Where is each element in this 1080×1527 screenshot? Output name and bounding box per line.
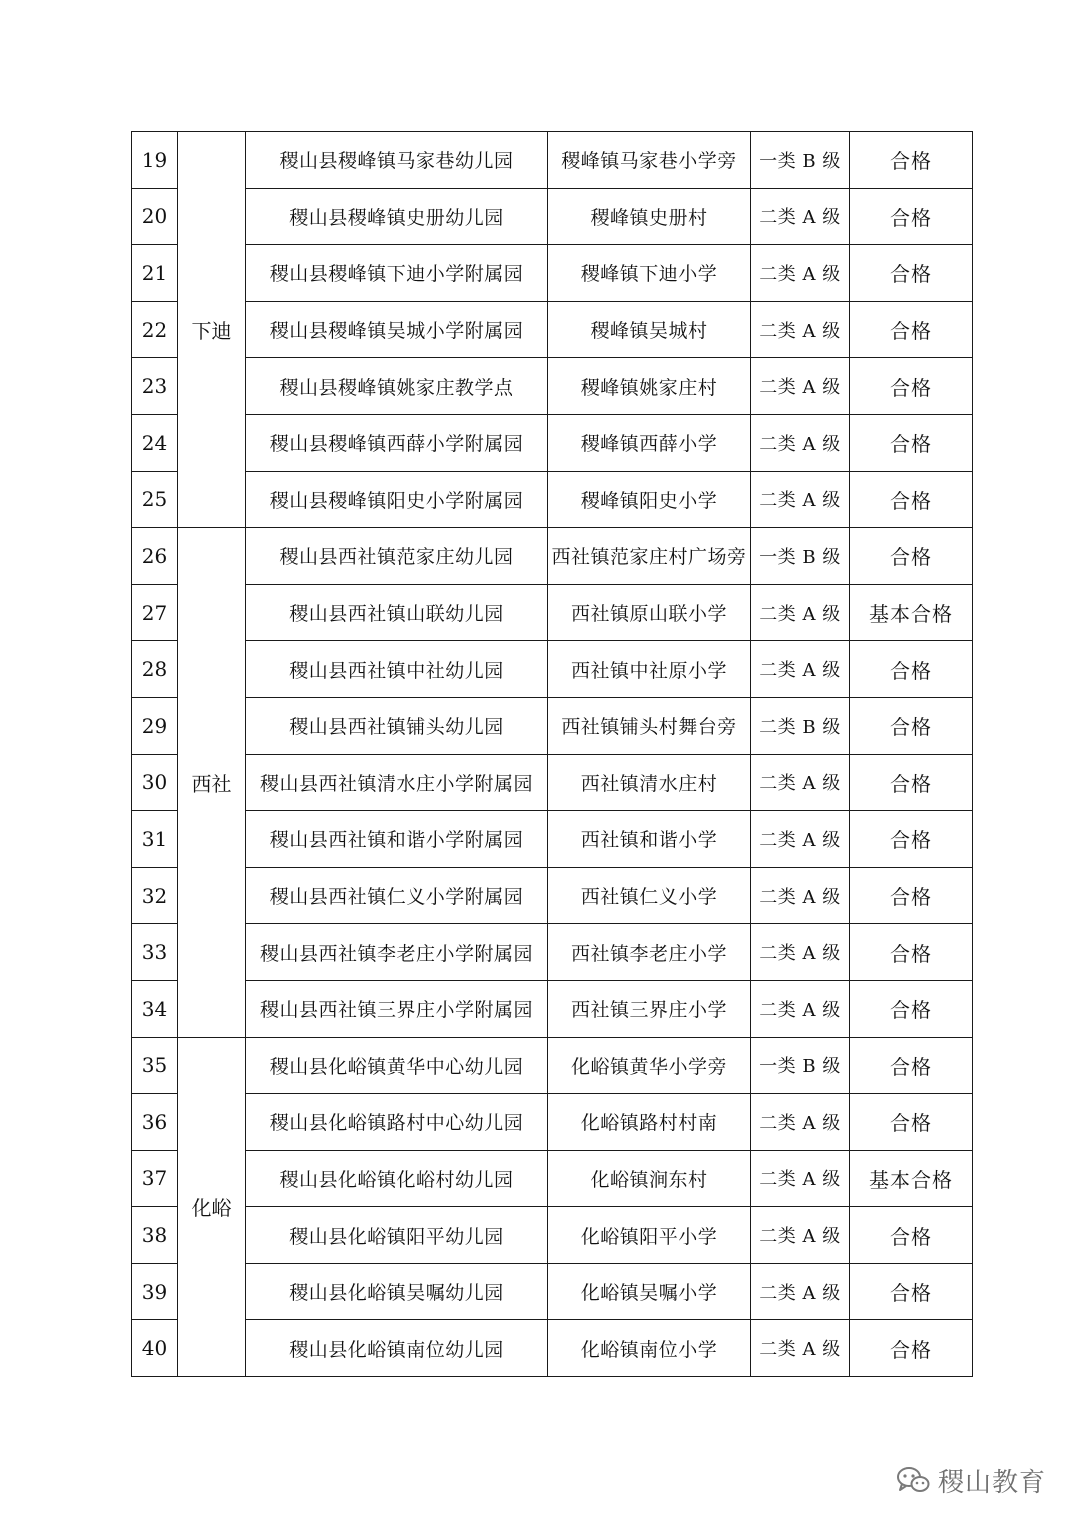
result-cell: 合格 bbox=[850, 301, 973, 358]
row-number-cell: 40 bbox=[132, 1320, 178, 1377]
result-cell: 合格 bbox=[850, 528, 973, 585]
result-cell: 合格 bbox=[850, 1207, 973, 1264]
address-cell: 西社镇原山联小学 bbox=[548, 584, 751, 641]
row-number-cell: 31 bbox=[132, 811, 178, 868]
level-cell: 二类 A 级 bbox=[751, 924, 850, 981]
address-cell: 稷峰镇吴城村 bbox=[548, 301, 751, 358]
table-row bbox=[132, 867, 973, 924]
table-row bbox=[132, 358, 973, 415]
result-cell: 合格 bbox=[850, 1263, 973, 1320]
row-number-cell: 35 bbox=[132, 1037, 178, 1094]
table-row bbox=[132, 471, 973, 528]
address-cell: 西社镇仁义小学 bbox=[548, 867, 751, 924]
level-cell: 二类 A 级 bbox=[751, 811, 850, 868]
result-cell: 合格 bbox=[850, 1320, 973, 1377]
account-watermark bbox=[896, 1460, 1046, 1500]
address-cell: 西社镇铺头村舞台旁 bbox=[548, 697, 751, 754]
table-row bbox=[132, 1150, 973, 1207]
level-cell: 二类 A 级 bbox=[751, 1320, 850, 1377]
level-cell: 二类 A 级 bbox=[751, 1150, 850, 1207]
address-cell: 化峪镇路村村南 bbox=[548, 1094, 751, 1151]
kindergarten-name-cell: 稷山县稷峰镇姚家庄教学点 bbox=[246, 358, 548, 415]
row-number-cell: 36 bbox=[132, 1094, 178, 1151]
kindergarten-name-cell: 稷山县化峪镇路村中心幼儿园 bbox=[246, 1094, 548, 1151]
table-row bbox=[132, 1094, 973, 1151]
result-cell: 合格 bbox=[850, 132, 973, 189]
row-number-cell: 33 bbox=[132, 924, 178, 981]
kindergarten-name-cell: 稷山县稷峰镇阳史小学附属园 bbox=[246, 471, 548, 528]
level-cell: 二类 A 级 bbox=[751, 1207, 850, 1264]
address-cell: 稷峰镇下迪小学 bbox=[548, 245, 751, 302]
kindergarten-name-cell: 稷山县西社镇仁义小学附属园 bbox=[246, 867, 548, 924]
level-cell: 二类 A 级 bbox=[751, 754, 850, 811]
kindergarten-name-cell: 稷山县稷峰镇马家巷幼儿园 bbox=[246, 132, 548, 189]
address-cell: 稷峰镇阳史小学 bbox=[548, 471, 751, 528]
kindergarten-name-cell: 稷山县稷峰镇下迪小学附属园 bbox=[246, 245, 548, 302]
result-cell: 合格 bbox=[850, 414, 973, 471]
table-row bbox=[132, 811, 973, 868]
result-cell: 合格 bbox=[850, 1037, 973, 1094]
level-cell: 二类 A 级 bbox=[751, 1094, 850, 1151]
row-number-cell: 19 bbox=[132, 132, 178, 189]
table-row bbox=[132, 1263, 973, 1320]
table-row bbox=[132, 414, 973, 471]
result-cell: 合格 bbox=[850, 924, 973, 981]
level-cell: 二类 A 级 bbox=[751, 584, 850, 641]
row-number-cell: 37 bbox=[132, 1150, 178, 1207]
address-cell: 西社镇中社原小学 bbox=[548, 641, 751, 698]
level-cell: 二类 A 级 bbox=[751, 867, 850, 924]
row-number-cell: 27 bbox=[132, 584, 178, 641]
result-cell: 合格 bbox=[850, 811, 973, 868]
address-cell: 西社镇和谐小学 bbox=[548, 811, 751, 868]
table-row bbox=[132, 245, 973, 302]
table-row bbox=[132, 1207, 973, 1264]
table-row bbox=[132, 1320, 973, 1377]
kindergarten-name-cell: 稷山县西社镇清水庄小学附属园 bbox=[246, 754, 548, 811]
row-number-cell: 34 bbox=[132, 980, 178, 1037]
address-cell: 化峪镇黄华小学旁 bbox=[548, 1037, 751, 1094]
level-cell: 一类 B 级 bbox=[751, 132, 850, 189]
result-cell: 合格 bbox=[850, 188, 973, 245]
level-cell: 二类 B 级 bbox=[751, 697, 850, 754]
result-cell: 合格 bbox=[850, 358, 973, 415]
town-cell: 下迪 bbox=[178, 132, 246, 528]
table-row bbox=[132, 924, 973, 981]
town-cell: 西社 bbox=[178, 528, 246, 1037]
row-number-cell: 39 bbox=[132, 1263, 178, 1320]
kindergarten-name-cell: 稷山县西社镇三界庄小学附属园 bbox=[246, 980, 548, 1037]
level-cell: 二类 A 级 bbox=[751, 1263, 850, 1320]
result-cell: 基本合格 bbox=[850, 1150, 973, 1207]
table-body bbox=[132, 132, 973, 1377]
level-cell: 二类 A 级 bbox=[751, 245, 850, 302]
address-cell: 西社镇三界庄小学 bbox=[548, 980, 751, 1037]
result-cell: 合格 bbox=[850, 471, 973, 528]
level-cell: 二类 A 级 bbox=[751, 414, 850, 471]
kindergarten-name-cell: 稷山县西社镇中社幼儿园 bbox=[246, 641, 548, 698]
kindergarten-name-cell: 稷山县西社镇山联幼儿园 bbox=[246, 584, 548, 641]
kindergarten-name-cell: 稷山县化峪镇化峪村幼儿园 bbox=[246, 1150, 548, 1207]
level-cell: 二类 A 级 bbox=[751, 358, 850, 415]
result-cell: 合格 bbox=[850, 641, 973, 698]
table-row bbox=[132, 188, 973, 245]
kindergarten-name-cell: 稷山县化峪镇南位幼儿园 bbox=[246, 1320, 548, 1377]
table-row bbox=[132, 1037, 973, 1094]
level-cell: 二类 A 级 bbox=[751, 641, 850, 698]
kindergarten-table bbox=[131, 131, 973, 1377]
level-cell: 二类 A 级 bbox=[751, 188, 850, 245]
address-cell: 化峪镇南位小学 bbox=[548, 1320, 751, 1377]
watermark-text: 稷山教育 bbox=[937, 1467, 1046, 1498]
table-row bbox=[132, 584, 973, 641]
kindergarten-name-cell: 稷山县稷峰镇史册幼儿园 bbox=[246, 188, 548, 245]
row-number-cell: 32 bbox=[132, 867, 178, 924]
kindergarten-name-cell: 稷山县西社镇范家庄幼儿园 bbox=[246, 528, 548, 585]
address-cell: 稷峰镇马家巷小学旁 bbox=[548, 132, 751, 189]
table-row bbox=[132, 980, 973, 1037]
row-number-cell: 20 bbox=[132, 188, 178, 245]
wechat-icon bbox=[896, 1465, 930, 1495]
table-row bbox=[132, 132, 973, 189]
address-cell: 西社镇李老庄小学 bbox=[548, 924, 751, 981]
level-cell: 二类 A 级 bbox=[751, 301, 850, 358]
kindergarten-name-cell: 稷山县稷峰镇西薛小学附属园 bbox=[246, 414, 548, 471]
address-cell: 稷峰镇姚家庄村 bbox=[548, 358, 751, 415]
row-number-cell: 21 bbox=[132, 245, 178, 302]
kindergarten-name-cell: 稷山县西社镇和谐小学附属园 bbox=[246, 811, 548, 868]
row-number-cell: 38 bbox=[132, 1207, 178, 1264]
row-number-cell: 24 bbox=[132, 414, 178, 471]
result-cell: 基本合格 bbox=[850, 584, 973, 641]
row-number-cell: 29 bbox=[132, 697, 178, 754]
row-number-cell: 25 bbox=[132, 471, 178, 528]
kindergarten-name-cell: 稷山县西社镇李老庄小学附属园 bbox=[246, 924, 548, 981]
level-cell: 一类 B 级 bbox=[751, 1037, 850, 1094]
kindergarten-name-cell: 稷山县西社镇铺头幼儿园 bbox=[246, 697, 548, 754]
table-row bbox=[132, 641, 973, 698]
kindergarten-name-cell: 稷山县稷峰镇吴城小学附属园 bbox=[246, 301, 548, 358]
row-number-cell: 26 bbox=[132, 528, 178, 585]
result-cell: 合格 bbox=[850, 867, 973, 924]
level-cell: 二类 A 级 bbox=[751, 980, 850, 1037]
address-cell: 稷峰镇史册村 bbox=[548, 188, 751, 245]
town-cell: 化峪 bbox=[178, 1037, 246, 1377]
address-cell: 化峪镇涧东村 bbox=[548, 1150, 751, 1207]
address-cell: 西社镇范家庄村广场旁 bbox=[548, 528, 751, 585]
row-number-cell: 22 bbox=[132, 301, 178, 358]
result-cell: 合格 bbox=[850, 754, 973, 811]
kindergarten-name-cell: 稷山县化峪镇阳平幼儿园 bbox=[246, 1207, 548, 1264]
row-number-cell: 23 bbox=[132, 358, 178, 415]
result-cell: 合格 bbox=[850, 697, 973, 754]
result-cell: 合格 bbox=[850, 980, 973, 1037]
level-cell: 一类 B 级 bbox=[751, 528, 850, 585]
table-row bbox=[132, 301, 973, 358]
result-cell: 合格 bbox=[850, 1094, 973, 1151]
table-row bbox=[132, 528, 973, 585]
address-cell: 化峪镇阳平小学 bbox=[548, 1207, 751, 1264]
address-cell: 化峪镇吴嘱小学 bbox=[548, 1263, 751, 1320]
kindergarten-name-cell: 稷山县化峪镇吴嘱幼儿园 bbox=[246, 1263, 548, 1320]
kindergarten-name-cell: 稷山县化峪镇黄华中心幼儿园 bbox=[246, 1037, 548, 1094]
row-number-cell: 28 bbox=[132, 641, 178, 698]
row-number-cell: 30 bbox=[132, 754, 178, 811]
table-row bbox=[132, 697, 973, 754]
result-cell: 合格 bbox=[850, 245, 973, 302]
level-cell: 二类 A 级 bbox=[751, 471, 850, 528]
table-row bbox=[132, 754, 973, 811]
address-cell: 西社镇清水庄村 bbox=[548, 754, 751, 811]
address-cell: 稷峰镇西薛小学 bbox=[548, 414, 751, 471]
